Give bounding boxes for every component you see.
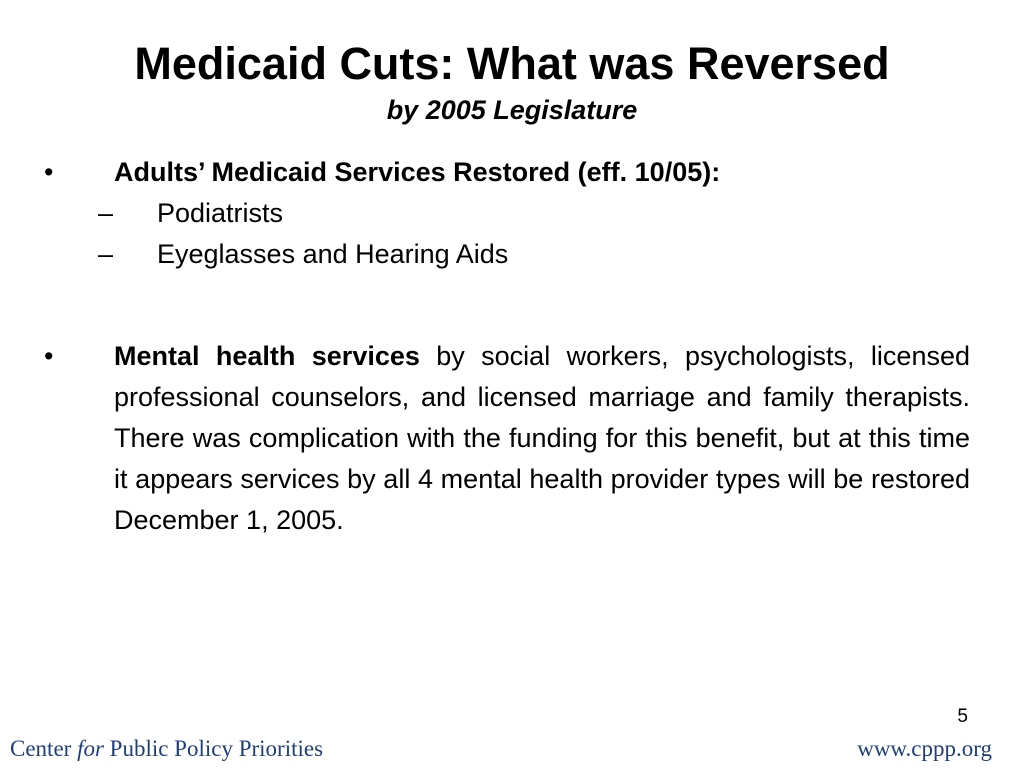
bullet-bold-lead: Mental health services xyxy=(114,341,420,371)
page-number: 5 xyxy=(957,706,968,727)
subitem-marker: – xyxy=(98,239,114,269)
footer-org-post: Public Policy Priorities xyxy=(103,736,324,761)
subitem-podiatrists: Podiatrists xyxy=(157,198,284,228)
bullet-body-text: by social workers, psychologists, licensed professional counselors, and licensed marriage and family therapists. There was complication with the funding for this benefit, but at this time it appears services by all 4 mental health provider types will be restored December 1, 2005. xyxy=(114,341,970,535)
footer-org-pre: Center xyxy=(10,736,78,761)
footer-org-for: for xyxy=(77,736,104,761)
bullet-marker: • xyxy=(44,157,54,187)
bullet-heading-adults-services: Adults’ Medicaid Services Restored (eff. 10/05): xyxy=(114,157,721,187)
slide-title: Medicaid Cuts: What was Reversed xyxy=(134,38,890,89)
bullet-marker: • xyxy=(44,341,54,371)
footer-website-url: www.cppp.org xyxy=(857,736,992,761)
subitem-marker: – xyxy=(98,198,114,228)
subitem-eyeglasses-hearing-aids: Eyeglasses and Hearing Aids xyxy=(157,239,509,269)
slide-subtitle: by 2005 Legislature xyxy=(386,95,638,125)
footer-organization-name xyxy=(10,735,323,763)
bullet-mental-health-services xyxy=(114,336,970,541)
